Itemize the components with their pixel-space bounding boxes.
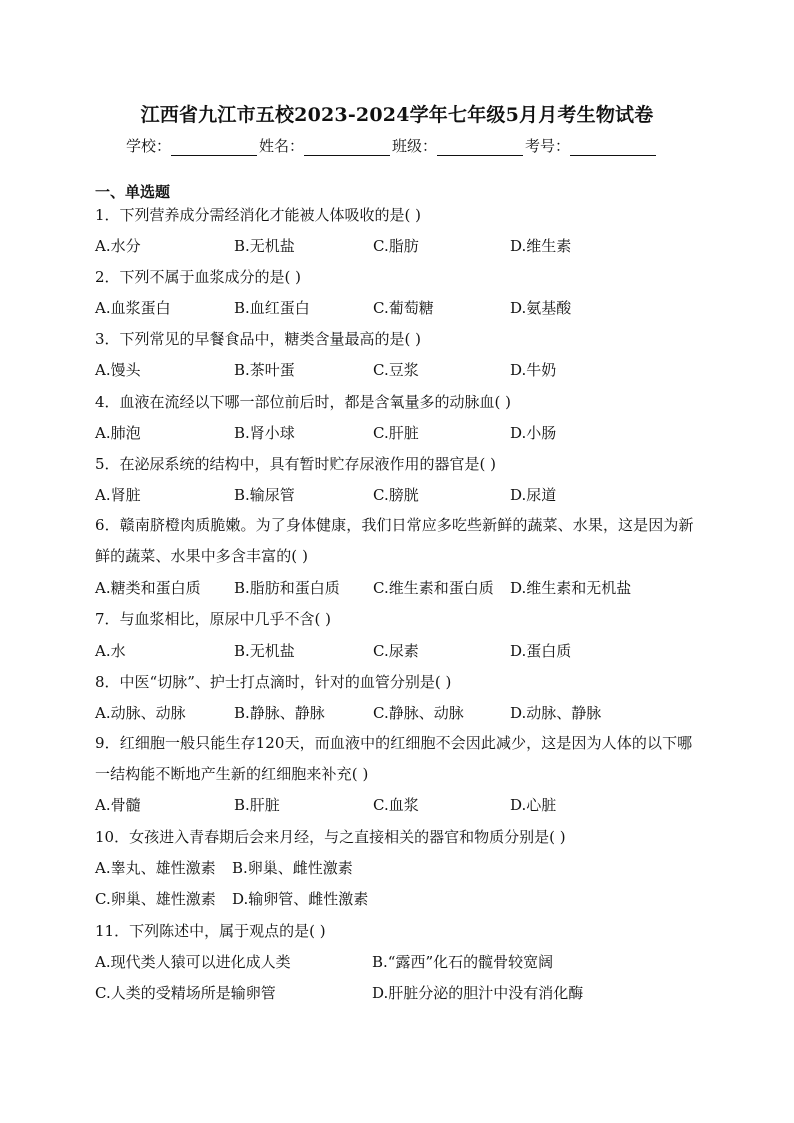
option-c: C.静脉、动脉: [373, 704, 464, 722]
option-c: C.肝脏: [373, 424, 419, 442]
option-c: C.尿素: [373, 642, 419, 660]
option-c: C.维生素和蛋白质: [373, 579, 494, 597]
question-4-stem: 4．血液在流经以下哪一部位前后时，都是含氧量多的动脉血( ): [95, 393, 512, 411]
option-a: A.水分: [95, 237, 141, 255]
option-d: D.氨基酸: [510, 299, 572, 317]
option-a: A.馒头: [95, 361, 141, 379]
question-10-stem: 10．女孩进入青春期后会来月经，与之直接相关的器官和物质分别是( ): [95, 828, 566, 846]
option-b: B.静脉、静脉: [234, 704, 325, 722]
option-b: B.输尿管: [234, 486, 295, 504]
option-b: B.茶叶蛋: [234, 361, 295, 379]
option-d: D.蛋白质: [510, 642, 572, 660]
option-c: C.血浆: [373, 796, 419, 814]
option-d: D.肝脏分泌的胆汁中没有消化酶: [372, 984, 584, 1002]
option-b: B.肝脏: [234, 796, 280, 814]
option-b: B.脂肪和蛋白质: [234, 579, 340, 597]
option-a: A.水: [95, 642, 126, 660]
option-c: C.脂肪: [373, 237, 419, 255]
option-a: A.动脉、动脉: [95, 704, 186, 722]
question-6-stem: 6．赣南脐橙肉质脆嫩。为了身体健康，我们日常应多吃些新鲜的蔬菜、水果，这是因为新鲜的蔬菜、水果中多含丰富的( ): [95, 516, 694, 565]
option-a: A.糖类和蛋白质: [95, 579, 201, 597]
option-b: B.无机盐: [234, 237, 295, 255]
question-3-stem: 3．下列常见的早餐食品中，糖类含量最高的是( ): [95, 330, 422, 348]
question-8-stem: 8．中医“切脉”、护士打点滴时，针对的血管分别是( ): [95, 673, 452, 691]
option-c: C.膀胱: [373, 486, 419, 504]
name-blank[interactable]: [304, 139, 390, 156]
option-b: B.肾小球: [234, 424, 295, 442]
option-a: A.骨髓: [95, 796, 141, 814]
class-label: 班级：: [392, 137, 438, 155]
question-11-stem: 11．下列陈述中，属于观点的是( ): [95, 922, 326, 940]
exam-number-label: 考号：: [525, 137, 571, 155]
option-d: D.心脏: [510, 796, 557, 814]
option-d: D.动脉、静脉: [510, 704, 602, 722]
option-b: B.无机盐: [234, 642, 295, 660]
question-9-stem: 9．红细胞一般只能生存120天，而血液中的红细胞不会因此减少，这是因为人体的以下哪一结构能不断地产生新的红细胞来补充( ): [95, 734, 693, 783]
name-label: 姓名：: [259, 137, 305, 155]
option-c: C.葡萄糖: [373, 299, 434, 317]
option-b: B.“露西”化石的髋骨较宽阔: [372, 953, 554, 971]
school-label: 学校：: [126, 137, 172, 155]
option-c: C.卵巢、雄性激素: [95, 890, 216, 908]
class-blank[interactable]: [437, 139, 523, 156]
section-title: 一、单选题: [95, 183, 171, 201]
school-blank[interactable]: [171, 139, 257, 156]
exam-number-blank[interactable]: [570, 139, 656, 156]
option-d: D.维生素和无机盐: [510, 579, 632, 597]
exam-title: 江西省九江市五校2023-2024学年七年级5月月考生物试卷: [140, 104, 654, 126]
option-a: A.血浆蛋白: [95, 299, 171, 317]
option-b: B.卵巢、雌性激素: [232, 859, 353, 877]
question-1-stem: 1．下列营养成分需经消化才能被人体吸收的是( ): [95, 206, 422, 224]
option-d: D.输卵管、雌性激素: [232, 890, 369, 908]
option-a: A.睾丸、雄性激素: [95, 859, 216, 877]
option-d: D.小肠: [510, 424, 557, 442]
option-d: D.尿道: [510, 486, 557, 504]
option-c: C.豆浆: [373, 361, 419, 379]
student-info-line: [126, 135, 686, 156]
question-5-stem: 5．在泌尿系统的结构中，具有暂时贮存尿液作用的器官是( ): [95, 455, 497, 473]
question-2-stem: 2．下列不属于血浆成分的是( ): [95, 268, 302, 286]
question-7-stem: 7．与血浆相比，原尿中几乎不含( ): [95, 610, 332, 628]
option-d: D.牛奶: [510, 361, 557, 379]
option-a: A.肾脏: [95, 486, 141, 504]
option-a: A.现代类人猿可以进化成人类: [95, 953, 291, 971]
option-a: A.肺泡: [95, 424, 141, 442]
option-b: B.血红蛋白: [234, 299, 310, 317]
option-d: D.维生素: [510, 237, 572, 255]
option-c: C.人类的受精场所是输卵管: [95, 984, 276, 1002]
